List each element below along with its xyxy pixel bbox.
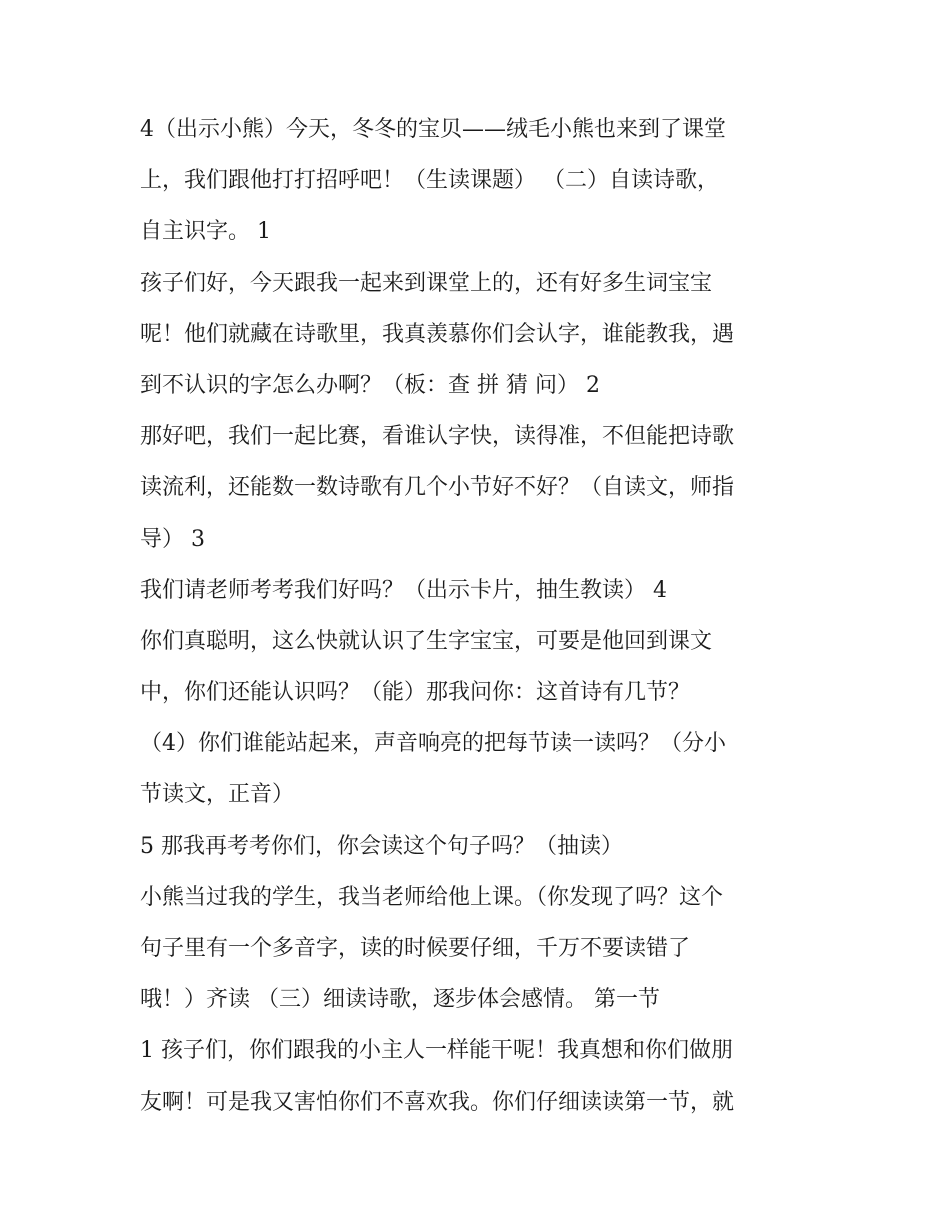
text-line: （4）你们谁能站起来，声音响亮的把每节读一读吗？（分小 <box>140 731 726 757</box>
text-line: 友啊！可是我又害怕你们不喜欢我。你们仔细读读第一节，就 <box>140 1089 735 1115</box>
text-line: 4（出示小熊）今天，冬冬的宝贝——绒毛小熊也来到了课堂 <box>140 117 726 142</box>
text-line: 呢！他们就藏在诗歌里，我真羡慕你们会认字，谁能教我，遇 <box>140 321 735 347</box>
text-line: 节读文，正音） <box>140 782 295 808</box>
text-line: 那好吧，我们一起比赛，看谁认字快，读得准，不但能把诗歌 <box>140 424 735 450</box>
text-line: 自主识字。 1 <box>140 219 271 245</box>
text-line: 我们请老师考考我们好吗？（出示卡片，抽生教读） 4 <box>140 577 667 603</box>
lesson-text <box>140 104 820 1128</box>
text-line: 导） 3 <box>140 526 205 552</box>
text-line: 句子里有一个多音字，读的时候要仔细，千万不要读错了 <box>140 936 691 961</box>
text-line: 5 那我再考考你们，你会读这个句子吗？（抽读） <box>140 833 623 859</box>
text-line: 上，我们跟他打打招呼吧！（生读课题） （二）自读诗歌， <box>140 168 719 194</box>
text-line: 你们真聪明，这么快就认识了生字宝宝，可要是他回到课文 <box>140 628 713 654</box>
text-line: 哦！）齐读 （三）细读诗歌，逐步体会感情。 第一节 <box>140 987 660 1013</box>
text-line: 中，你们还能认识吗？（能）那我问你：这首诗有几节？ <box>140 680 691 706</box>
text-line: 读流利，还能数一数诗歌有几个小节好不好？（自读文，师指 <box>140 475 735 501</box>
text-line: 孩子们好，今天跟我一起来到课堂上的，还有好多生词宝宝 <box>140 270 713 296</box>
text-line: 1 孩子们，你们跟我的小主人一样能干呢！我真想和你们做朋 <box>140 1038 733 1064</box>
text-line: 到不认识的字怎么办啊？（板：查 拼 猜 问） 2 <box>140 372 600 398</box>
text-line: 小熊当过我的学生，我当老师给他上课。（你发现了吗？这个 <box>140 884 724 910</box>
